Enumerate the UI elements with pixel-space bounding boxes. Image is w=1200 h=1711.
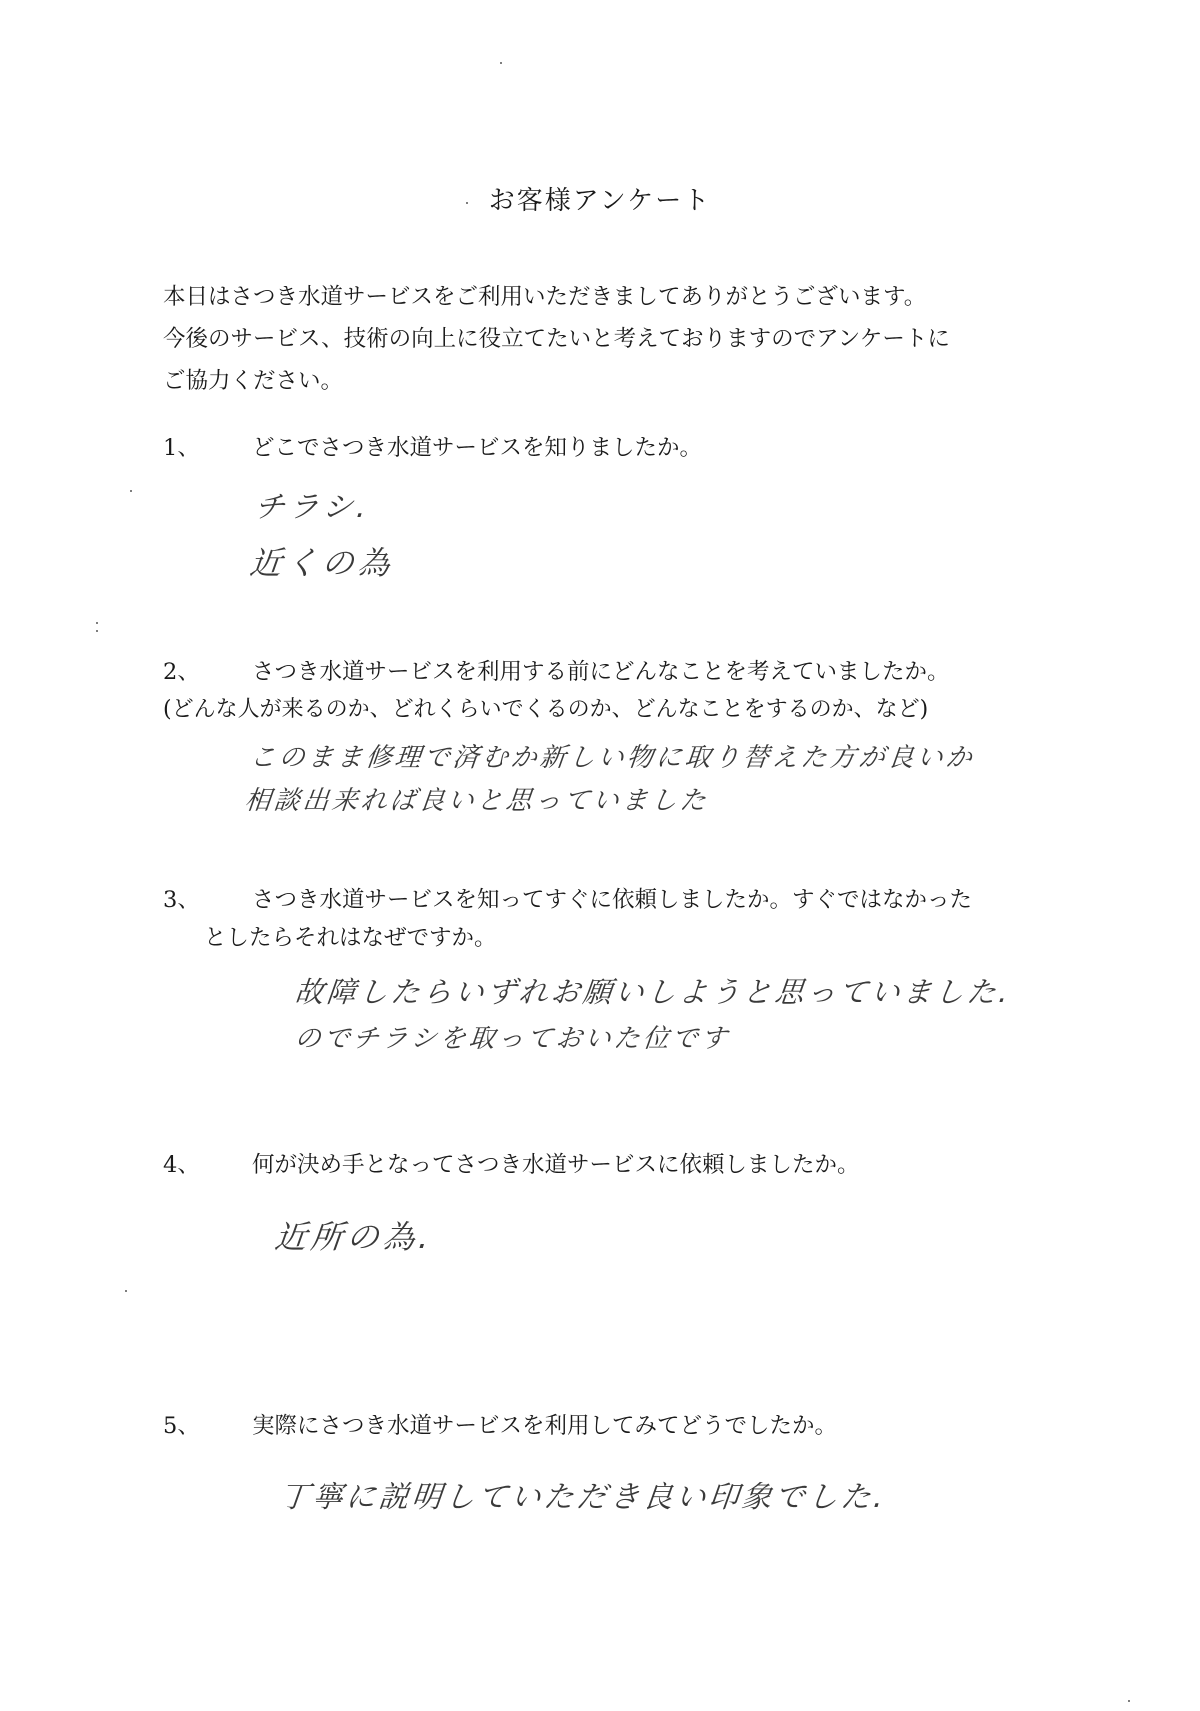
- question-text: さつき水道サービスを知ってすぐに依頼しましたか。すぐではなかった: [252, 887, 973, 913]
- scan-speck: [1128, 1700, 1130, 1702]
- scan-speck: [466, 202, 468, 204]
- handwritten-answer: 近所の為.: [272, 1218, 435, 1256]
- intro-line: 本日はさつき水道サービスをご利用いただきましてありがとうございます。: [163, 284, 927, 310]
- question-number: 2、: [163, 659, 200, 685]
- handwritten-answer: 相談出来れば良いと思っていました: [243, 786, 711, 816]
- question-text: どこでさつき水道サービスを知りましたか。: [252, 435, 703, 461]
- question-text: 何が決め手となってさつき水道サービスに依頼しましたか。: [252, 1152, 860, 1178]
- question-number: 1、: [163, 435, 200, 461]
- question-number: 4、: [163, 1152, 200, 1178]
- scan-speck: [125, 1290, 127, 1292]
- scan-speck: [130, 490, 132, 492]
- intro-line: 今後のサービス、技術の向上に役立てたいと考えておりますのでアンケートに: [163, 326, 950, 352]
- scan-speck: [96, 630, 98, 632]
- page-title: お客様アンケート: [488, 186, 712, 216]
- scan-speck: [500, 62, 502, 64]
- handwritten-answer: のでチラシを取っておいた位です: [293, 1024, 732, 1054]
- handwritten-answer: このまま修理で済むか新しい物に取り替えた方が良いか: [248, 743, 977, 773]
- question-number: 5、: [163, 1413, 200, 1439]
- scan-speck: [96, 622, 98, 624]
- question-number: 3、: [163, 887, 200, 913]
- question-subtext: (どんな人が来るのか、どれくらいでくるのか、どんなことをするのか、など): [163, 697, 929, 722]
- question-subtext: としたらそれはなぜですか。: [204, 925, 497, 951]
- question-text: 実際にさつき水道サービスを利用してみてどうでしたか。: [252, 1413, 838, 1439]
- question-text: さつき水道サービスを利用する前にどんなことを考えていましたか。: [252, 659, 950, 685]
- intro-paragraph: [163, 276, 1063, 402]
- handwritten-answer: 近くの為: [247, 544, 396, 582]
- intro-line: ご協力ください。: [163, 368, 344, 394]
- handwritten-answer: 故障したらいずれお願いしようと思っていました.: [293, 975, 1013, 1009]
- handwritten-answer: チラシ.: [252, 490, 373, 525]
- handwritten-answer: 丁寧に説明していただき良い印象でした.: [277, 1480, 889, 1515]
